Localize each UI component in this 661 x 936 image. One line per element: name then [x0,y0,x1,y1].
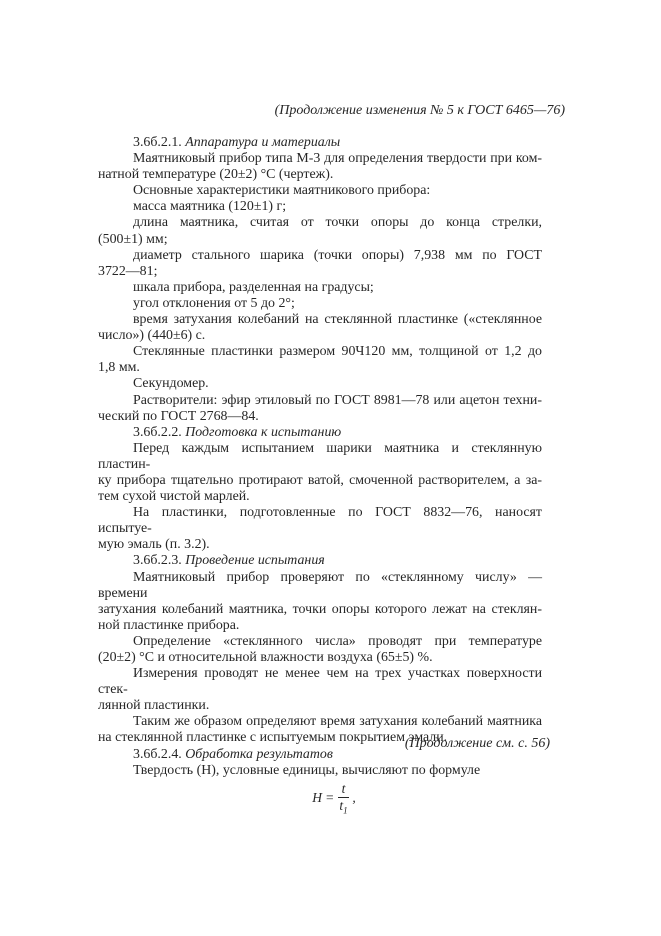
paragraph-line: 1,8 мм. [98,360,140,376]
document-body [98,135,542,816]
fraction-numerator: t [338,782,350,798]
paragraph-line: Маятниковый прибор типа М-3 для определения твердости при ком- [133,151,542,167]
paragraph-line: Перед каждым испытанием шарики маятника и стеклянную пластин- [98,440,542,472]
section-number: 3.6б.2.4. [133,746,186,762]
section-number: 3.6б.2.1. [133,135,186,150]
paragraph-line: время затухания колебаний на стеклянной пластинке («стеклянное [133,312,542,328]
paragraph-line: Маятниковый прибор проверяют по «стеклянному числу» — времени [98,569,542,601]
section-heading [98,425,542,441]
paragraph-line: (500±1) мм; [98,231,168,247]
paragraph-line: шкала прибора, разделенная на градусы; [133,279,374,295]
section-title: Аппаратура и материалы [185,135,341,150]
section-number: 3.6б.2.2. [133,424,186,440]
paragraph-line: угол отклонения от 5 до 2°; [133,295,295,311]
denominator-variable: t [339,797,344,813]
paragraph-line: ной пластинке прибора. [98,617,240,633]
paragraph-line: затухания колебаний маятника, точки опоры которого лежат на стеклян- [98,601,542,617]
fraction-denominator [338,798,350,816]
paragraph-line: тем сухой чистой марлей. [98,489,250,505]
equals-sign: = [325,790,334,805]
paragraph-line: На пластинки, подготовленные по ГОСТ 8832—76, наносят испытуе- [98,505,542,537]
section-title: Подготовка к испытанию [185,424,342,440]
fraction [338,782,350,816]
paragraph-line: (20±2) °С и относительной влажности воздуха (65±5) %. [98,650,433,665]
section-heading [98,135,542,151]
section-title: Обработка результатов [185,746,333,762]
running-header: (Продолжение изменения № 5 к ГОСТ 6465—76) [274,103,565,118]
section-title: Проведение испытания [185,553,325,569]
paragraph-line: Растворители: эфир этиловый по ГОСТ 8981—78 или ацетон техни- [133,392,542,408]
paragraph-line: масса маятника (120±1) г; [133,199,287,215]
paragraph-line: мую эмаль (п. 3.2). [98,537,210,553]
paragraph-line: Секундомер. [133,376,209,392]
denominator-subscript: 1 [343,805,348,816]
paragraph-line: длина маятника, считая от точки опоры до конца стрелки, [133,215,542,231]
paragraph-line: ческий по ГОСТ 2768—84. [98,408,259,424]
paragraph-line: Измерения проводят не менее чем на трех участках поверхности стек- [98,666,542,698]
section-number: 3.6б.2.3. [133,553,186,569]
paragraph-line: лянной пластинки. [98,698,210,714]
paragraph-line: ку прибора тщательно протирают ватой, смоченной растворителем, а за- [98,472,542,488]
paragraph-line: натной температуре (20±2) °С (чертеж). [98,167,334,183]
hardness-formula [98,782,542,816]
paragraph-line: на стеклянной пластинке с испытуемым покрытием эмали. [98,730,448,746]
formula-comma: , [352,790,356,805]
paragraph-line: Таким же образом определяют время затухания колебаний маятника [133,714,542,730]
paragraph-line: Определение «стеклянного числа» проводят при температуре [133,633,542,649]
paragraph-line: Стеклянные пластинки размером 90Ч120 мм, толщиной от 1,2 до [133,344,542,360]
paragraph-line: Основные характеристики маятникового прибора: [133,183,431,199]
paragraph-line: Твердость (Н), условные единицы, вычисляют по формуле [133,762,481,778]
formula-variable: H [312,790,322,805]
paragraph-line: число») (440±6) с. [98,328,206,344]
paragraph-line: диаметр стального шарика (точки опоры) 7,938 мм по ГОСТ [133,247,542,263]
paragraph-line: 3722—81; [98,263,158,279]
running-footer: (Продолжение см. с. 56) [404,736,550,751]
section-heading [98,553,542,569]
